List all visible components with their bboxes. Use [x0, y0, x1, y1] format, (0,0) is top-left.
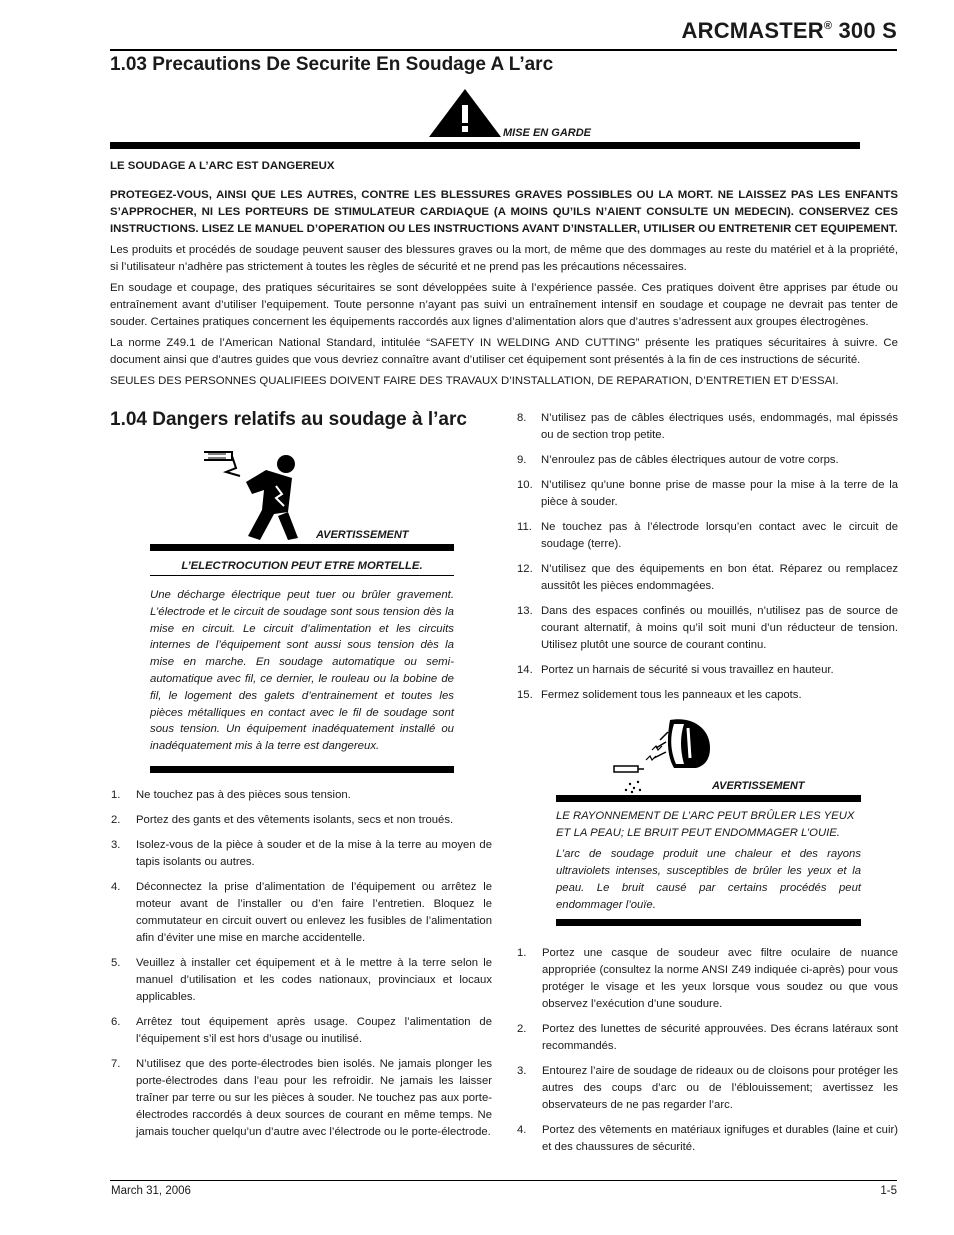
section-104-title: 1.04 Dangers relatifs au soudage à l’arc [110, 409, 467, 430]
warning-bar [556, 795, 861, 802]
electrocution-headline: L’ELECTROCUTION PEUT ETRE MORTELLE. [181, 560, 423, 572]
arc-radiation-warning-text: L’arc de soudage produit une chaleur et des rayons ultraviolets intenses, susceptibles de brûler les yeux et la peau. Le bruit causé par certains procédés peut endommager l’ouïe. [556, 848, 861, 911]
page-number: 1-5 [880, 1185, 897, 1197]
footer-date: March 31, 2006 [111, 1185, 191, 1197]
list-item: 2. Portez des lunettes de sécurité approuvées. Des écrans latéraux sont recommandés. [517, 1023, 898, 1052]
headline-rule [150, 575, 454, 576]
list-item: 13. Dans des espaces confinés ou mouillés, n’utilisez pas de source de courant alternatif, à moins qu’il soit muni d’un réducteur de tension. Utilisez plutôt une source de courant continu. [517, 605, 898, 651]
warning-bar [150, 544, 454, 551]
list-item: 12. N’utilisez que des équipements en bon état. Réparez ou remplacez aussitôt les pièces endommagées. [517, 563, 898, 592]
list-item: 4. Portez des vêtements en matériaux ignifuges et durables (laine et cuir) et des chaussures de sécurité. [517, 1124, 898, 1153]
list-item: 1. Ne touchez pas à des pièces sous tension. [111, 789, 351, 801]
list-item: 14. Portez un harnais de sécurité si vous travaillez en hauteur. [517, 664, 834, 676]
paragraph: Les produits et procédés de soudage peuvent sauser des blessures graves ou la mort, de même que des dommages au reste du matériel et à la propriété, si l’utilisateur n’adhère pas strictement à toutes les règles de sécurité et ne prend pas les précautions nécessaires. [110, 244, 898, 273]
warning-label-avertissement: AVERTISSEMENT [316, 529, 409, 541]
list-item: 9. N’enroulez pas de câbles électriques autour de votre corps. [517, 454, 839, 466]
section-103-title: 1.03 Precautions De Securite En Soudage A L’arc [110, 54, 554, 75]
warning-label-avertissement: AVERTISSEMENT [712, 780, 805, 792]
warning-bar [110, 142, 860, 149]
electrocution-warning-text: Une décharge électrique peut tuer ou brûler gravement. L’électrode et le circuit de soudage sont sous tension dès la mise en circuit. Le circuit d’alimentation et les circuits internes de l’équipement sont aussi sous tension dès la mise en marche. En soudage automatique ou semi-automatique avec fil, ce dernier, le rouleau ou la bobine de fil, le logement des galets d’entrainement et toutes les pièces métalliques en contact avec le fil de soudage sont sous tension. Un équipement inadéquatement installé ou inadéquatement mis à la terre est dangereux. [150, 589, 454, 753]
welding-helmet-arc-icon [612, 714, 712, 803]
brand-title [682, 18, 897, 44]
warning-bar [556, 919, 861, 926]
paragraph: En soudage et coupage, des pratiques sécuritaires se sont développées suite à l’expérience passée. Ces pratiques doivent être apprises par étude ou entraînement avant d’utiliser l’equipement. Toute personne n’ayant pas suivi un entraînement intensif en soudage et coupage ne devrait pas tenter de souder. Certaines pratiques concernent les équipements raccordés aux lignes d’alimentation alors que d’autres s’adressent aux groupes électrogènes. [110, 282, 898, 328]
footer-rule [110, 1180, 897, 1181]
registered-mark: ® [823, 20, 833, 32]
section-103-body [110, 158, 898, 394]
danger-heading: LE SOUDAGE A L’ARC EST DANGEREUX [110, 160, 335, 172]
list-item: 4. Déconnectez la prise d’alimentation de l’équipement ou arrêtez le moteur avant de l’installer ou d’en faire l’entretien. Bloquez le commutateur en circuit ouvert ou enlevez les fusibles de l’alimentation afin d’éviter une mise en marche accidentelle. [111, 881, 492, 944]
paragraph: La norme Z49.1 de l’American National Standard, intitulée “SAFETY IN WELDING AND CUTTING” présente les pratiques sécuritaires à suivre. Ce document ainsi que d’autres guides que vous devriez connaître avant d’utiliser cet équipement sont présentés à la fin de ces instructions de sécurité. [110, 337, 898, 366]
list-item: 2. Portez des gants et des vêtements isolants, secs et non troués. [111, 814, 454, 826]
bold-warning-paragraph: PROTEGEZ-VOUS, AINSI QUE LES AUTRES, CONTRE LES BLESSURES GRAVES POSSIBLES OU LA MORT. NE LAISSEZ PAS LES ENFANTS S’APPROCHER, NI LES PORTEURS DE STIMULATEUR CARDIAQUE (A MOINS QU’ILS N’AIENT CONSULTE UN MEDECIN). CONSERVEZ CES INSTRUCTIONS. LISEZ LE MANUEL D’OPERATION OU LES INSTRUCTIONS AVANT D’INSTALLER, UTILISER OU ENTRETENIR CET EQUIPEMENT. [110, 189, 898, 235]
warning-label-mise-en-garde: MISE EN GARDE [503, 127, 592, 139]
warning-bar [150, 766, 454, 773]
list-item: 3. Entourez l’aire de soudage de rideaux ou de cloisons pour protéger les autres des coups d’arc ou de l’éblouissement; avertissez les observateurs de ne pas regarder l’arc. [517, 1065, 898, 1111]
list-item: 1. Portez une casque de soudeur avec filtre oculaire de nuance appropriée (consultez la norme ANSI Z49 indiquée ci-après) pour vous protéger le visage et les yeux lorsque vous soudez ou que vous observez l’exécution d’une soudure. [517, 947, 898, 1010]
electrocution-precautions-list [111, 787, 492, 1141]
arc-radiation-headline: LE RAYONNEMENT DE L’ARC PEUT BRÛLER LES YEUX ET LA PEAU; LE BRUIT PEUT ENDOMMAGER L’OUIE. [556, 810, 855, 839]
list-item: 8. N’utilisez pas de câbles électriques usés, endommagés, mal épissés ou de section trop petite. [517, 412, 898, 441]
electrocution-hazard-icon [196, 446, 306, 547]
list-item: 5. Veuillez à installer cet équipement et à le mettre à la terre selon le manuel d’utilisation et les codes nationaux, provinciaux et locaux applicables. [111, 957, 492, 1003]
electrocution-precautions-list-continued [517, 410, 898, 704]
brand-name: ARCMASTER [681, 18, 824, 43]
list-item: 10. N’utilisez qu’une bonne prise de masse pour la mise à la terre de la pièce à souder. [517, 479, 898, 508]
paragraph: SEULES DES PERSONNES QUALIFIEES DOIVENT FAIRE DES TRAVAUX D’INSTALLATION, DE REPARATION, D’ENTRETIEN ET D’ESSAI. [110, 375, 839, 387]
model-name: 300 S [838, 18, 897, 43]
list-item: 3. Isolez-vous de la pièce à souder et de la mise à la terre au moyen de tapis isolants ou autres. [111, 839, 492, 868]
list-item: 6. Arrêtez tout équipement après usage. Coupez l’alimentation de l’équipement s’il est hors d’usage ou inutilisé. [111, 1016, 492, 1045]
list-item: 15. Fermez solidement tous les panneaux et les capots. [517, 689, 802, 701]
list-item: 11. Ne touchez pas à l’électrode lorsqu’en contact avec le circuit de soudage (terre). [517, 521, 898, 550]
warning-triangle-icon [428, 88, 502, 143]
arc-radiation-precautions-list [517, 945, 898, 1156]
header-rule [110, 49, 897, 51]
list-item: 7. N’utilisez que des porte-électrodes bien isolés. Ne jamais plonger les porte-électrodes dans l’eau pour les refroidir. Ne jamais les laisser traîner par terre ou sur les pièces à souder. Ne touchez pas aux porte-électrodes raccordés à deux sources de courant en même temps. Ne jamais toucher quelqu’un d’autre avec l’électrode ou le porte-électrode. [111, 1058, 492, 1138]
